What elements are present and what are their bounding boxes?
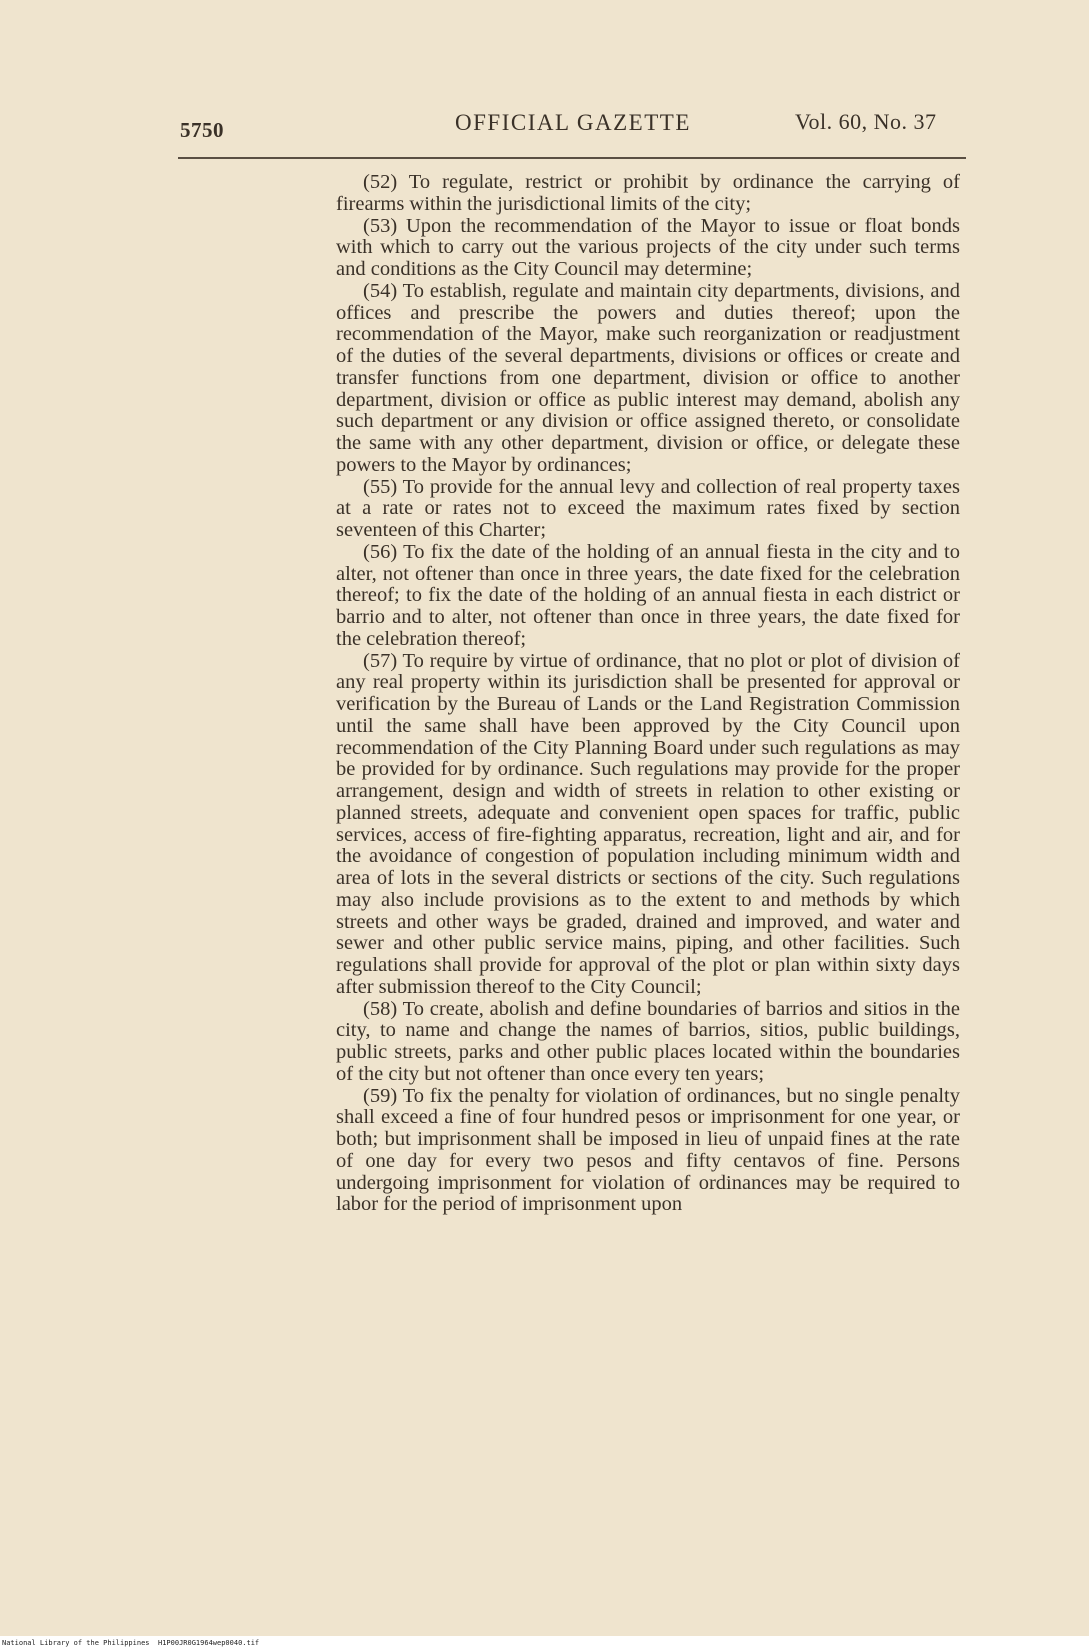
body-text xyxy=(336,172,960,1216)
paragraph-53: (53) Upon the recommendation of the Mayor to issue or float bonds with which to carry out the various projects of the city under such terms and conditions as the City Council may determine; xyxy=(336,214,960,280)
paragraph-59: (59) To fix the penalty for violation of ordinances, but no single penalty shall exceed a fine of four hundred pesos or imprisonment for one year, or both; but imprisonment shall be imposed in lieu of unpaid fines at the rate of one day for every two pesos and fifty centavos of fine. Persons undergoing imprisonment for violation of ordinances may be required to labor for the period of imprisonment upon xyxy=(336,1084,960,1216)
footer-library: National Library of the Philippines xyxy=(2,1639,150,1647)
volume-issue: Vol. 60, No. 37 xyxy=(795,109,937,134)
footer-file: H1P00JR0G1964wep0040.tif xyxy=(158,1639,260,1647)
paragraph-58: (58) To create, abolish and define boundaries of barrios and sitios in the city, to name and change the names of barrios, sitios, public buildings, public streets, parks and other public places located within the boundaries of the city but not oftener than once every ten years; xyxy=(336,997,960,1085)
paragraph-52: (52) To regulate, restrict or prohibit by ordinance the carrying of firearms within the jurisdictional limits of the city; xyxy=(336,171,960,215)
journal-title: OFFICIAL GAZETTE xyxy=(455,110,691,135)
paragraph-55: (55) To provide for the annual levy and collection of real property taxes at a rate or rates not to exceed the maximum rates fixed by section seventeen of this Charter; xyxy=(336,475,960,541)
scan-footer xyxy=(0,1636,1089,1650)
header-rule xyxy=(178,157,966,159)
paragraph-56: (56) To fix the date of the holding of an annual fiesta in the city and to alter, not oftener than once in three years, the date fixed for the celebration thereof; to fix the date of the holding of an annual fiesta in each district or barrio and to alter, not oftener than once in three years, the date fixed for the celebration thereof; xyxy=(336,540,960,650)
paragraph-57: (57) To require by virtue of ordinance, that no plot or plot of division of any real property within its jurisdiction shall be presented for approval or verification by the Bureau of Lands or the Land Registration Commission until the same shall have been approved by the City Council upon recommendation of the City Planning Board under such regulations as may be provided for by ordinance. Such regulations may provide for the proper arrangement, design and width of streets in relation to other existing or planned streets, adequate and convenient open spaces for traffic, public services, access of fire-fighting apparatus, recreation, light and air, and for the avoidance of congestion of population including minimum width and area of lots in the several districts or sections of the city. Such regulations may also include provisions as to the extent to and methods by which streets and other ways be graded, drained and improved, and water and sewer and other public service mains, piping, and other facilities. Such regulations shall provide for approval of the plot or plan within sixty days after submission thereof to the City Council; xyxy=(336,649,960,998)
page-number: 5750 xyxy=(180,118,224,142)
paragraph-54: (54) To establish, regulate and maintain city departments, divisions, and offices and prescribe the powers and duties thereof; upon the recommendation of the Mayor, make such reorganization or readjustment of the duties of the several departments, divisions or offices or create and transfer functions from one department, division or office to another department, division or office as public interest may demand, abolish any such department or any division or office assigned thereto, or consolidate the same with any other department, division or office, or delegate these powers to the Mayor by ordinances; xyxy=(336,279,960,476)
